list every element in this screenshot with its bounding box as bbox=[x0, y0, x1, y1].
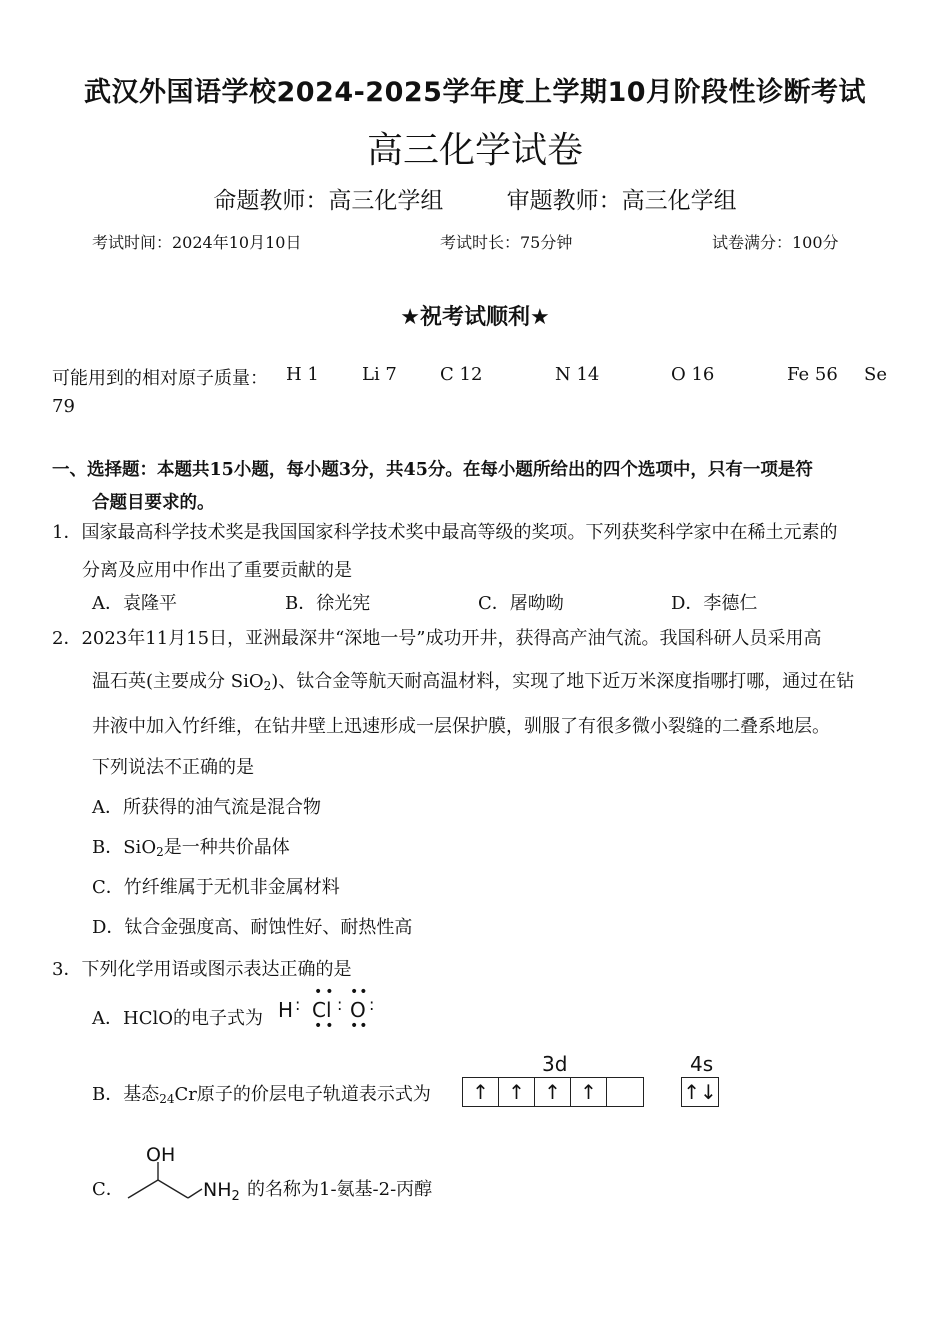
q1-stem-line2: 分离及应用中作出了重要贡献的是 bbox=[82, 560, 352, 581]
lewis-cl-bottom-dots: •• bbox=[314, 1018, 337, 1034]
q2-option-c: C．竹纤维属于无机非金属材料 bbox=[92, 877, 340, 898]
orbital-3d-box-4: ↑ bbox=[571, 1078, 607, 1106]
hclo-lewis-structure bbox=[278, 984, 388, 1034]
orbital-3d-boxes bbox=[462, 1077, 644, 1107]
full-score: 试卷满分：100分 bbox=[712, 233, 839, 252]
atomic-mass-n: N 14 bbox=[555, 364, 600, 385]
q2-line2-part-b: )、钛合金等航天耐高温材料，实现了地下近万米深度指哪打哪，通过在钻 bbox=[271, 671, 855, 692]
q2-stem-line1: 2．2023年11月15日，亚洲最深井“深地一号”成功开井，获得高产油气流。我国科研人员采用高 bbox=[52, 628, 822, 649]
atomic-mass-li: Li 7 bbox=[362, 364, 397, 385]
lewis-bond-pair-1: : bbox=[295, 995, 301, 1014]
struct-nh: NH bbox=[203, 1179, 232, 1201]
exam-duration: 考试时长：75分钟 bbox=[440, 233, 573, 252]
q3-option-a-text: A．HClO的电子式为 bbox=[92, 1008, 263, 1029]
lewis-cl: Cl bbox=[312, 998, 332, 1022]
subject-title: 高三化学试卷 bbox=[366, 130, 583, 171]
q2-option-b bbox=[92, 833, 290, 859]
orbital-4s-box-1: ↑↓ bbox=[683, 1080, 717, 1104]
lewis-o-side-pair: : bbox=[369, 995, 375, 1014]
orbital-3d-box-3: ↑ bbox=[535, 1078, 571, 1106]
q3-optb-subscript: 24 bbox=[159, 1092, 175, 1106]
lewis-bond-pair-2: : bbox=[337, 995, 343, 1014]
atomic-mass-se: Se bbox=[864, 364, 887, 385]
teachers-line bbox=[0, 182, 950, 215]
exam-school-title: 武汉外国语学校2024-2025学年度上学期10月阶段性诊断考试 bbox=[83, 77, 867, 108]
lewis-h: H bbox=[278, 998, 294, 1022]
q2-stem-line2 bbox=[92, 667, 854, 693]
q2-option-a: A．所获得的油气流是混合物 bbox=[92, 797, 321, 818]
q3-option-b-text bbox=[92, 1080, 431, 1106]
q2-stem-line4: 下列说法不正确的是 bbox=[92, 757, 254, 778]
lewis-o-top-dots: •• bbox=[350, 984, 369, 1000]
struct-nh-subscript: 2 bbox=[231, 1189, 240, 1204]
reviewer: 审题教师：高三化学组 bbox=[506, 188, 737, 214]
q1-option-a: A．袁隆平 bbox=[92, 593, 177, 614]
section1-heading-line2: 合题目要求的。 bbox=[92, 493, 215, 513]
q3-stem: 3．下列化学用语或图示表达正确的是 bbox=[52, 959, 352, 980]
q2-line2-part-a: 温石英(主要成分 SiO bbox=[92, 671, 264, 692]
lewis-cl-top-dots: •• bbox=[314, 984, 337, 1000]
bond-c1-c2 bbox=[128, 1180, 158, 1198]
orbital-3d-box-5 bbox=[607, 1078, 643, 1106]
orbital-4s-label: 4s bbox=[690, 1052, 714, 1076]
bond-c3-n bbox=[188, 1189, 202, 1198]
q3-optb-part-a: B．基态 bbox=[92, 1084, 160, 1105]
q2-line2-subscript: 2 bbox=[263, 679, 272, 693]
q2-stem-line3: 井液中加入竹纤维，在钻井壁上迅速形成一层保护膜，驯服了有很多微小裂缝的二叠系地层。 bbox=[92, 716, 830, 737]
section1-heading-line1: 一、选择题：本题共15小题，每小题3分，共45分。在每小题所给出的四个选项中，只有一项是符 bbox=[52, 460, 813, 480]
q2-optb-part-b: 是一种共价晶体 bbox=[163, 837, 290, 858]
q1-stem-line1: 1．国家最高科学技术奖是我国国家科学技术奖中最高等级的奖项。下列获奖科学家中在稀土元素的 bbox=[52, 522, 838, 543]
q1-option-b: B．徐光宪 bbox=[285, 593, 371, 614]
orbital-3d-box-1: ↑ bbox=[463, 1078, 499, 1106]
atomic-mass-label: 可能用到的相对原子质量： bbox=[52, 368, 268, 389]
q2-optb-subscript: 2 bbox=[156, 845, 164, 859]
q1-option-c: C．屠呦呦 bbox=[478, 593, 564, 614]
lewis-o-bottom-dots: •• bbox=[350, 1018, 369, 1034]
q2-option-d: D．钛合金强度高、耐蚀性好、耐热性高 bbox=[92, 917, 413, 938]
atomic-mass-o: O 16 bbox=[671, 364, 715, 385]
good-luck-banner: ★祝考试顺利★ bbox=[400, 305, 550, 330]
struct-oh-label: OH bbox=[146, 1144, 176, 1166]
orbital-3d-box-2: ↑ bbox=[499, 1078, 535, 1106]
q3-option-c-text: 的名称为1-氨基-2-丙醇 bbox=[247, 1179, 433, 1200]
atomic-mass-c: C 12 bbox=[440, 364, 483, 385]
exam-date: 考试时间：2024年10月10日 bbox=[92, 233, 302, 252]
q2-optb-part-a: B．SiO bbox=[92, 837, 157, 858]
atomic-mass-fe: Fe 56 bbox=[787, 364, 838, 385]
orbital-4s-boxes bbox=[681, 1077, 719, 1107]
struct-nh2-label bbox=[203, 1179, 240, 1204]
atomic-mass-se-value: 79 bbox=[52, 396, 75, 417]
setter: 命题教师：高三化学组 bbox=[213, 188, 444, 214]
bond-c2-c3 bbox=[158, 1180, 188, 1198]
q1-option-d: D．李德仁 bbox=[671, 593, 758, 614]
lewis-o: O bbox=[350, 998, 366, 1022]
atomic-mass-h: H 1 bbox=[286, 364, 319, 385]
q3-optb-part-b: Cr原子的价层电子轨道表示式为 bbox=[174, 1084, 431, 1105]
orbital-3d-label: 3d bbox=[542, 1052, 568, 1076]
q3-option-c-label: C． bbox=[92, 1179, 124, 1200]
